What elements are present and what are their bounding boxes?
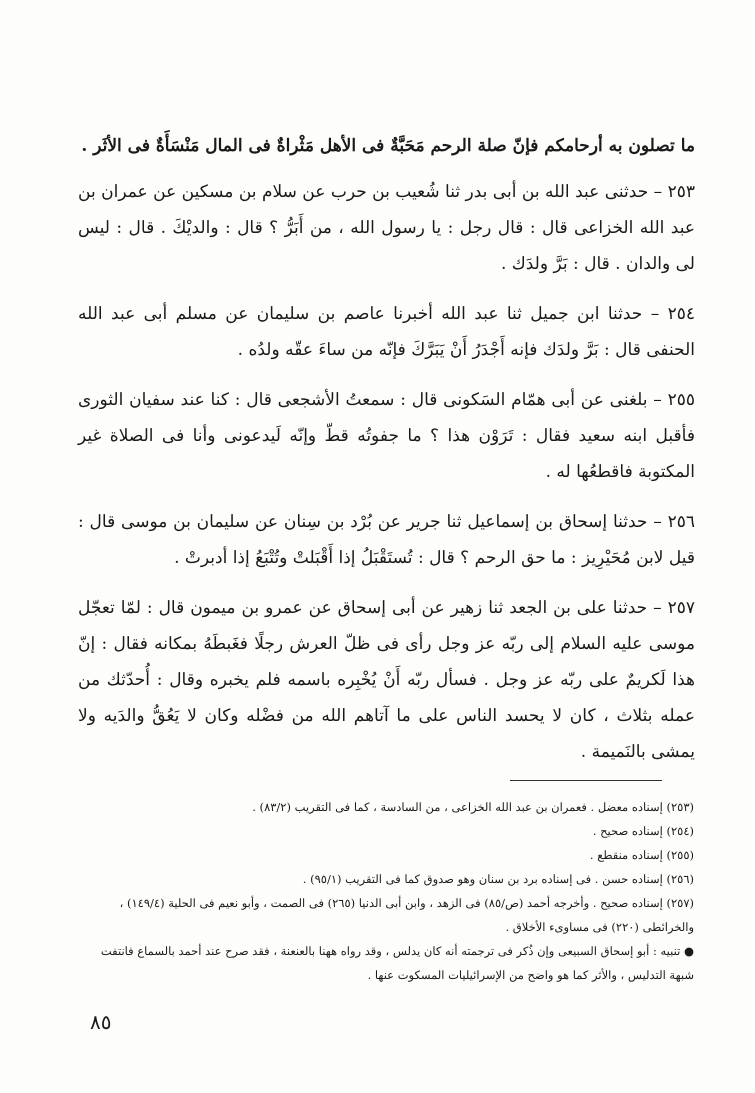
- paragraph-256: ٢٥٦ – حدثنا إسحاق بن إسماعيل ثنا جرير عن بُرْد بن سِنان عن سليمان بن موسى قال : قيل لابن مُحَيْرِيز : ما حق الرحم ؟ قال : تُستَقْبَلُ إذا أَقْبَلتْ وتُتْبَعُ إذا أدبرتْ .: [78, 512, 695, 568]
- footnote-253: (٢٥٣) إسناده معضل . فعمران بن عبد الله الخزاعى ، من السادسة ، كما فى التقريب (٨٣/٢) .: [252, 800, 694, 814]
- paragraph-255: ٢٥٥ – بلغنى عن أبى همّام السَكونى قال : سمعتُ الأشجعى قال : كنا عند سفيان الثورى فأقبل ابنه سعيد فقال : تَرَوْن هذا ؟ ما جفوتُه قطّ وإنّه لَيدعونى وأنا فى الصلاة غير المكتوبة فاقطعُها له .: [78, 390, 695, 482]
- main-text: [78, 128, 695, 770]
- footnote-note: ● تنبيه : أبو إسحاق السبيعى وإن ذُكر فى ترجمته أنه كان يدلس ، وقد رواه ههنا بالعنعنة ، فقد صرح عند أحمد بالسماع فانتفت شبهة التدليس ، والأثر كما هو واضح من الإسرائيليات المسكوت عنها .: [82, 939, 694, 987]
- footnote-divider: [510, 780, 662, 781]
- footnote-255: (٢٥٥) إسناده منقطع .: [589, 848, 694, 862]
- paragraph-254: ٢٥٤ – حدثنا ابن جميل ثنا عبد الله أخبرنا عاصم بن سليمان عن مسلم أبى عبد الله الحنفى قال : بَرَّ ولدَك فإنه أَجْدَرُ أَنْ يَبَرَّكَ فإنّه من ساءَ عقّه ولدُه .: [78, 304, 695, 360]
- footnotes: [82, 795, 694, 987]
- footnote-257: (٢٥٧) إسناده صحيح . وأخرجه أحمد (ص/٨٥) فى الزهد ، وابن أبى الدنيا (٢٦٥) فى الصمت ، وأبو نعيم فى الحلية (١٤٩/٤) ، والخرائطى (٢٢٠) فى مساوىء الأخلاق .: [119, 896, 694, 934]
- footnote-254: (٢٥٤) إسناده صحيح .: [592, 824, 694, 838]
- paragraph-257: ٢٥٧ – حدثنا على بن الجعد ثنا زهير عن أبى إسحاق عن عمرو بن ميمون قال : لمّا تعجّل موسى عليه السلام إلى ربّه عز وجل رأى فى ظلّ العرش رجلًا فغَبطَهُ بمكانه فقال : إنّ هذا لَكريمٌ على ربّه عز وجل . فسأل ربّه أَنْ يُخْبِره باسمه فلم يخبره وقال : أُحدّثك من عمله بثلاث ، كان لا يحسد الناس على ما آتاهم الله من فضْله وكان لا يَعُقُّ والدَيه ولا يمشى بالنَميمة .: [78, 598, 695, 762]
- page-number: ٨٥: [90, 1010, 112, 1034]
- footnote-256: (٢٥٦) إسناده حسن . فى إسناده برد بن سنان وهو صدوق كما فى التقريب (٩٥/١) .: [302, 872, 694, 886]
- paragraph-intro: ما تصلون به أرحامكم فإنّ صلة الرحم مَحَبَّةٌ فى الأهل مَثْراةٌ فى المال مَنْسَأَةٌ فى الأثَر .: [81, 136, 695, 156]
- paragraph-253: ٢٥٣ – حدثنى عبد الله بن أبى بدر ثنا شُعيب بن حرب عن سلام بن مسكين عن عمران بن عبد الله الخزاعى قال : قال رجل : يا رسول الله ، من أَبَرُّ ؟ قال : والديْكَ . قال : ليس لى والدان . قال : بَرَّ ولدَك .: [78, 182, 695, 274]
